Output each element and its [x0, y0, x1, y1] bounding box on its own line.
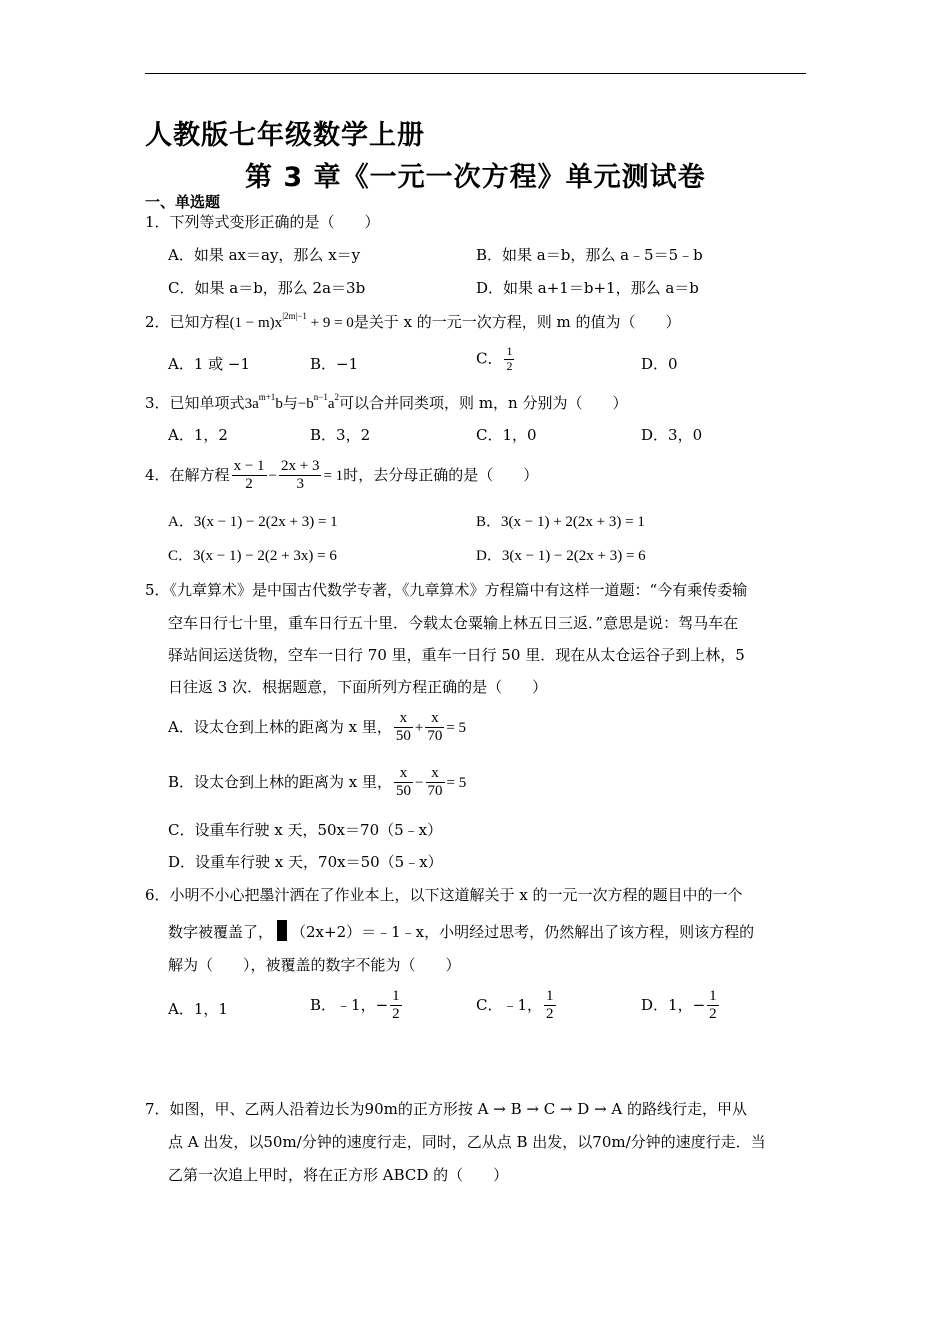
question-4-option-c: C．3(x − 1) − 2(2 + 3x) = 6	[168, 548, 337, 564]
question-5-option-a: A．设太仓到上林的距离为 x 里， $\frac{x}{50}$ + $\frac{x}{70}$ = 5	[168, 710, 467, 745]
question-5-line-3: 驿站间运送货物，空车一日行 70 里，重车一日行 50 里．现在从太仓运谷子到上林，5	[168, 646, 745, 664]
document-title: 人教版七年级数学上册	[145, 120, 425, 151]
question-6-line-3: 解为（ ），被覆盖的数字不能为（ ）	[168, 956, 461, 974]
question-5-option-d: D．设重车行驶 x 天，70x＝50（5﹣x）	[168, 853, 443, 871]
question-1-option-b: B．如果 a＝b，那么 a﹣5＝5﹣b	[476, 246, 703, 264]
question-7-line-1: 7．如图，甲、乙两人沿着边长为90m的正方形按 A → B → C → D → A 的路线行走，甲从	[145, 1100, 748, 1118]
question-5-option-b: B．设太仓到上林的距离为 x 里， $\frac{x}{50}$ − $\frac{x}{70}$ = 5	[168, 765, 467, 800]
question-2-stem: 2．已知方程$(1 - m)x^{|2m|-1} + 9 = 0$是关于 x 的一元一次方程，则 m 的值为（ ）	[145, 311, 681, 331]
section-heading: 一、单选题	[145, 193, 221, 211]
question-1-option-a: A．如果 ax＝ay，那么 x＝y	[168, 246, 361, 264]
question-6-line-1: 6．小明不小心把墨汁洒在了作业本上，以下这道解关于 x 的一元一次方程的题目中的一个	[145, 886, 743, 904]
question-2-option-d: D．0	[641, 355, 678, 373]
question-4-option-d: D．3(x − 1) − 2(2x + 3) = 6	[476, 548, 646, 564]
question-6-option-d: D．1，− $\frac{1}{2}$	[641, 988, 717, 1023]
question-3-stem: 3．已知单项式$3a^{m+1}b$与$-b^{n-1}a^2$可以合并同类项，则 m，n 分别为（ ）	[145, 392, 628, 412]
question-7-line-3: 乙第一次追上甲时，将在正方形 ABCD 的（ ）	[168, 1166, 509, 1184]
question-5-line-1: 5．《九章算术》是中国古代数学专著，《九章算术》方程篇中有这样一道题：“今有乘传委输	[145, 581, 748, 599]
question-1-option-d: D．如果 a+1＝b+1，那么 a＝b	[476, 279, 699, 297]
question-6-option-a: A．1，1	[168, 1000, 228, 1018]
question-4-option-b: B．3(x − 1) + 2(2x + 3) = 1	[476, 514, 645, 530]
question-6-option-b: B．﹣1，− $\frac{1}{2}$	[310, 988, 400, 1023]
question-6-option-c: C．﹣1， $\frac{1}{2}$	[476, 988, 554, 1023]
question-1-stem: 1．下列等式变形正确的是（ ）	[145, 213, 380, 231]
q2-equation: (1 − m)x	[229, 315, 283, 331]
ink-blot	[277, 920, 287, 941]
question-2-option-b: B．−1	[310, 355, 359, 373]
question-3-option-a: A．1，2	[168, 426, 228, 444]
question-3-option-c: C．1，0	[476, 426, 537, 444]
question-6-line-2: 数字被覆盖了， （2x+2）＝﹣1﹣x，小明经过思考，仍然解出了该方程，则该方程的	[168, 920, 754, 942]
question-5-line-4: 日往返 3 次．根据题意，下面所列方程正确的是（ ）	[168, 678, 548, 696]
question-5-line-2: 空车日行七十里，重车日行五十里．今载太仓粟输上林五日三返．”意思是说：驾马车在	[168, 614, 739, 632]
question-3-option-b: B．3，2	[310, 426, 371, 444]
question-5-option-c: C．设重车行驶 x 天，50x＝70（5﹣x）	[168, 821, 443, 839]
question-2-option-a: A．1 或 −1	[168, 355, 251, 373]
question-7-line-2: 点 A 出发，以50m/分钟的速度行走，同时，乙从点 B 出发，以70m/分钟的速度行走．当	[168, 1133, 766, 1151]
question-4-option-a: A．3(x − 1) − 2(2x + 3) = 1	[168, 514, 338, 530]
question-1-option-c: C．如果 a＝b，那么 2a＝3b	[168, 279, 366, 297]
question-4-stem: 4．在解方程 $\frac{x - 1}{2}$ − $\frac{2x + 3}{3}$ = 1时，去分母正确的是（ ）	[145, 458, 539, 493]
question-2-option-c: C． $\frac{1}{2}$	[476, 344, 513, 373]
header-rule	[145, 73, 806, 74]
question-3-option-d: D．3，0	[641, 426, 703, 444]
document-subtitle: 第 3 章《一元一次方程》单元测试卷	[245, 162, 706, 193]
